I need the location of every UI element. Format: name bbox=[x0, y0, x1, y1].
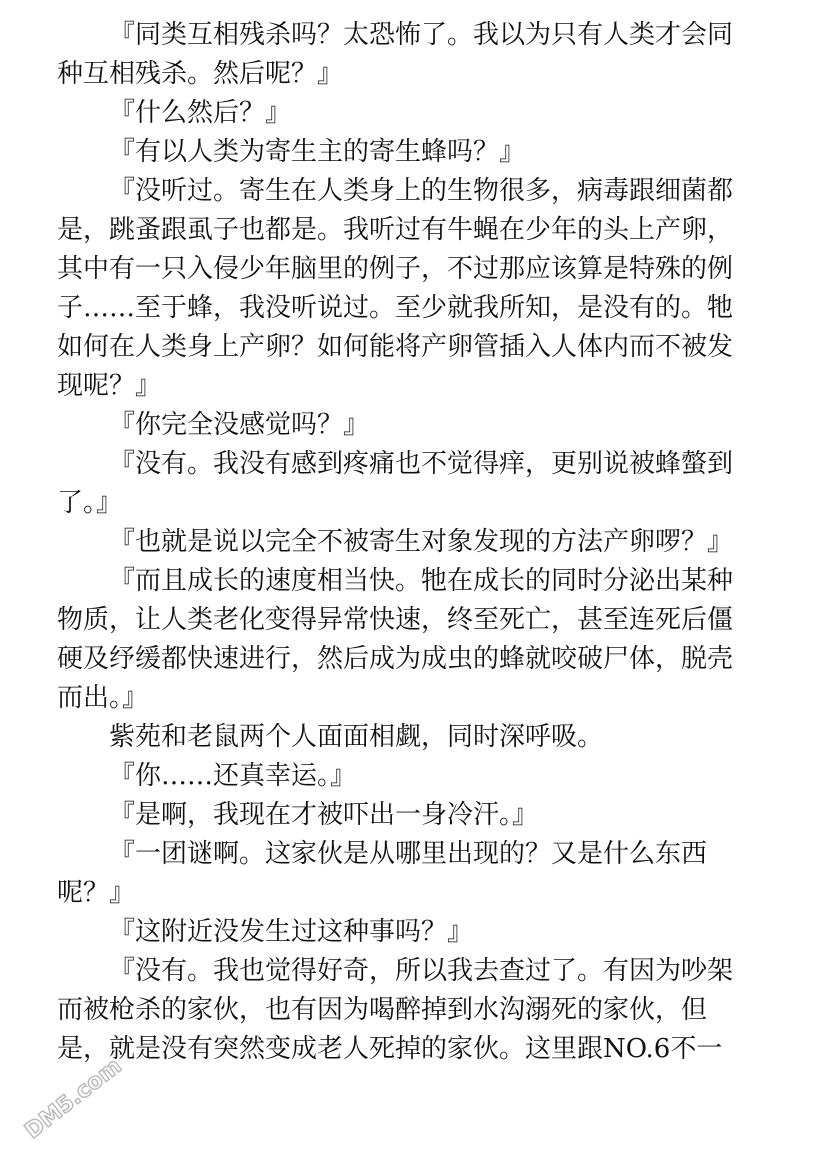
text-line: 『没有。我没有感到疼痛也不觉得痒，更别说被蜂螫到 bbox=[109, 449, 734, 479]
text-line: 『同类互相残杀吗？太恐怖了。我以为只有人类才会同 bbox=[109, 20, 734, 50]
text-line: 如何在人类身上产卵？如何能将产卵管插入人体内而不被发 bbox=[57, 332, 734, 362]
text-line: 『你……还真幸运。』 bbox=[109, 761, 357, 791]
text-line: 『一团谜啊。这家伙是从哪里出现的？又是什么东西 bbox=[109, 839, 708, 869]
text-line: 子……至于蜂，我没听说过。至少就我所知，是没有的。牠 bbox=[57, 293, 734, 323]
text-line: 是，跳蚤跟虱子也都是。我听过有牛蝇在少年的头上产卵， bbox=[57, 215, 734, 245]
text-line: 『而且成长的速度相当快。牠在成长的同时分泌出某种 bbox=[109, 566, 734, 596]
text-line: 呢？』 bbox=[57, 878, 136, 908]
text-line: 紫苑和老鼠两个人面面相觑，同时深呼吸。 bbox=[109, 722, 604, 752]
text-line: 了。』 bbox=[57, 488, 123, 518]
text-line: 硬及纾缓都快速进行，然后成为成虫的蜂就咬破尸体，脱壳 bbox=[57, 644, 734, 674]
text-line: 『这附近没发生过这种事吗？』 bbox=[109, 917, 474, 947]
text-line: 现呢？』 bbox=[57, 371, 162, 401]
text-line: 『也就是说以完全不被寄生对象发现的方法产卵啰？』 bbox=[109, 527, 734, 557]
text-line: 种互相残杀。然后呢？』 bbox=[57, 59, 344, 89]
text-line: 『没有。我也觉得好奇，所以我去查过了。有因为吵架 bbox=[109, 956, 734, 986]
text-line: 其中有一只入侵少年脑里的例子，不过那应该算是特殊的例 bbox=[57, 254, 734, 284]
svg-text:DM5.com: DM5.com bbox=[20, 1053, 127, 1145]
watermark-logo-icon bbox=[21, 1054, 127, 1144]
text-line: 『是啊，我现在才被吓出一身冷汗。』 bbox=[109, 800, 539, 830]
text-line: 『什么然后？』 bbox=[109, 98, 292, 128]
text-line: 是，就是没有突然变成老人死掉的家伙。这里跟NO.6不一 bbox=[57, 1034, 723, 1064]
text-line: 而出。』 bbox=[57, 683, 149, 713]
text-line: 『你完全没感觉吗？』 bbox=[109, 410, 370, 440]
text-line: 『有以人类为寄生主的寄生蜂吗？』 bbox=[109, 137, 526, 167]
text-line: 『没听过。寄生在人类身上的生物很多，病毒跟细菌都 bbox=[109, 176, 734, 206]
site-watermark-logo bbox=[14, 1053, 127, 1148]
body-text bbox=[57, 16, 757, 1069]
text-line: 物质，让人类老化变得异常快速，终至死亡，甚至连死后僵 bbox=[57, 605, 734, 635]
text-line: 而被枪杀的家伙，也有因为喝醉掉到水沟溺死的家伙，但 bbox=[57, 995, 708, 1025]
